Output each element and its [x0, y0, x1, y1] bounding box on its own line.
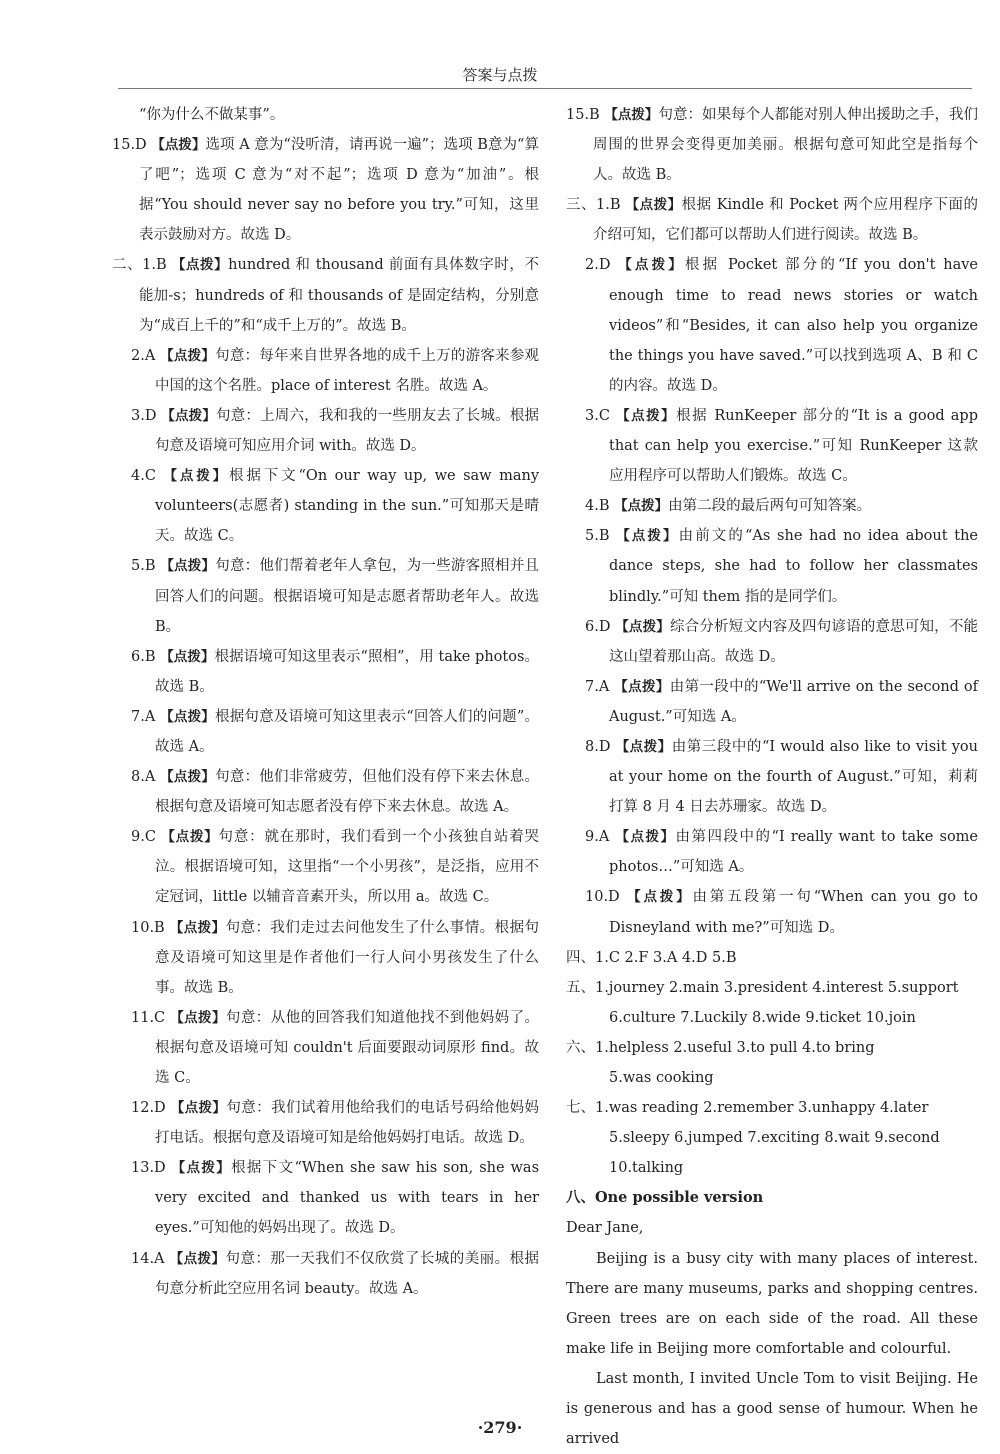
right-answer-entry: 6.culture 7.Luckily 8.wide 9.ticket 10.join: [609, 1009, 916, 1026]
left-answer-entry: 2.A 【点拨】句意：每年来自世界各地的成千上万的游客来参观中国的这个名胜。place of interest 名胜。故选 A。: [131, 347, 540, 394]
right-answer-entry: 八、One possible version: [566, 1189, 764, 1207]
right-answer-entry: Last month, I invited Uncle Tom to visit Beijing. He is generous and has a good sense of humour. When he arrived: [566, 1370, 978, 1448]
hint-marker: 【点拨】: [160, 708, 215, 725]
hint-marker: 【点拨】: [161, 407, 217, 424]
hint-marker: 【点拨】: [160, 347, 216, 364]
right-answer-entry: 4.B 【点拨】由第二段的最后两句可知答案。: [585, 498, 872, 515]
hint-marker: 【点拨】: [627, 889, 693, 906]
left-answer-entry: 15.D 【点拨】选项 A 意为“没听清，请再说一遍”；选项 B意为“算了吧”；选项 C 意为“对不起”；选项 D 意为“加油”。根据“You should never say no before you try.”可知，这里表示鼓励对方。故选 D。: [112, 137, 540, 244]
right-answer-entry: 3.C 【点拨】根据 RunKeeper 部分的“It is a good app that can help you exercise.”可知 RunKeeper 这款应用程序可以帮助人们锻炼。故选 C。: [585, 407, 978, 485]
right-column: [566, 100, 978, 1454]
right-answer-entry: 五、1.journey 2.main 3.president 4.interest 5.support: [566, 979, 959, 996]
right-answer-entry: 8.D 【点拨】由第三段中的“I would also like to visit you at your home on the fourth of August.”可知，莉莉打算 8 月 4 日去苏珊家。故选 D。: [585, 738, 978, 816]
hint-marker: 【点拨】: [160, 769, 216, 786]
right-answer-entry: Beijing is a busy city with many places of interest. There are many museums, parks and shopping centres. Green trees are on each side of the road. All these make life in Beijing more comfortable and colourful.: [566, 1250, 978, 1357]
hint-marker: 【点拨】: [616, 407, 677, 424]
hint-marker: 【点拨】: [614, 678, 670, 695]
hint-marker: 【点拨】: [614, 498, 669, 515]
left-answer-entry: 12.D 【点拨】句意：我们试着用他给我们的电话号码给他妈妈打电话。根据句意及语境可知是给他妈妈打电话。故选 D。: [131, 1100, 540, 1147]
hint-marker: 【点拨】: [171, 257, 229, 274]
hint-marker: 【点拨】: [163, 468, 229, 485]
right-answer-entry: Dear Jane,: [566, 1220, 644, 1237]
right-answer-entry: 10.talking: [609, 1160, 684, 1177]
hint-marker: 【点拨】: [151, 137, 206, 154]
page-number: ·279·: [477, 1418, 523, 1437]
right-answer-entry: 10.D 【点拨】由第五段第一句“When can you go to Disneyland with me?”可知选 D。: [585, 889, 978, 936]
left-answer-entry: 11.C 【点拨】句意：从他的回答我们知道他找不到他妈妈了。根据句意及语境可知 couldn't 后面要跟动词原形 find。故选 C。: [131, 1009, 540, 1086]
left-answer-entry: 二、1.B 【点拨】hundred 和 thousand 前面有具体数字时，不能加-s；hundreds of 和 thousands of 是固定结构，分别意为“成百上千的”和“成千上万的”。故选 B。: [112, 257, 540, 334]
right-answer-entry: 5.B 【点拨】由前文的“As she had no idea about the dance steps, she had to follow her classmates blindly.”可知 them 指的是同学们。: [585, 528, 978, 605]
left-answer-entry: “你为什么不做某事”。: [139, 107, 285, 123]
right-answer-entry: 2.D 【点拨】根据 Pocket 部分的“If you don't have enough time to read news stories or watch videos”和“Besides, it can also help you organize the things you have saved.”可以找到选项 A、B 和 C 的内容。故选 D。: [585, 257, 978, 394]
hint-marker: 【点拨】: [604, 107, 659, 123]
hint-marker: 【点拨】: [169, 919, 226, 936]
hint-marker: 【点拨】: [616, 528, 679, 545]
left-answer-entry: 6.B 【点拨】根据语境可知这里表示“照相”，用 take photos。故选 B。: [131, 648, 539, 695]
hint-marker: 【点拨】: [170, 1009, 226, 1026]
right-answer-entry: 四、1.C 2.F 3.A 4.D 5.B: [566, 949, 737, 966]
left-answer-entry: 4.C 【点拨】根据下文“On our way up, we saw many volunteers(志愿者) standing in the sun.”可知那天是晴天。故选 C。: [131, 468, 540, 545]
hint-marker: 【点拨】: [615, 738, 672, 755]
hint-marker: 【点拨】: [170, 1100, 227, 1117]
hint-marker: 【点拨】: [615, 829, 676, 846]
right-answer-entry: 5.was cooking: [609, 1070, 714, 1086]
header-rule: [118, 88, 972, 89]
right-answer-entry: 9.A 【点拨】由第四段中的“I really want to take some photos…”可知选 A。: [585, 829, 979, 876]
left-answer-entry: 5.B 【点拨】句意：他们帮着老年人拿包，为一些游客照相并且回答人们的问题。根据语境可知是志愿者帮助老年人。故选 B。: [131, 558, 539, 635]
left-answer-entry: 8.A 【点拨】句意：他们非常疲劳，但他们没有停下来去休息。根据句意及语境可知志愿者没有停下来去休息。故选 A。: [131, 769, 540, 816]
left-answer-entry: 14.A 【点拨】句意：那一天我们不仅欣赏了长城的美丽。根据句意分析此空应用名词 beauty。故选 A。: [131, 1250, 540, 1297]
hint-marker: 【点拨】: [171, 1160, 232, 1177]
hint-marker: 【点拨】: [161, 829, 219, 846]
right-answer-entry: 7.A 【点拨】由第一段中的“We'll arrive on the second of August.”可知选 A。: [585, 678, 979, 725]
left-answer-entry: 7.A 【点拨】根据句意及语境可知这里表示“回答人们的问题”。故选 A。: [131, 708, 540, 755]
right-answer-entry: 六、1.helpless 2.useful 3.to pull 4.to bring: [566, 1039, 875, 1056]
left-answer-entry: 9.C 【点拨】句意：就在那时，我们看到一个小孩独自站着哭泣。根据语境可知，这里指“一个小男孩”，是泛指，应用不定冠词，little 以辅音音素开头，所以用 a。故选 C。: [131, 829, 540, 906]
left-answer-entry: 3.D 【点拨】句意：上周六，我和我的一些朋友去了长城。根据句意及语境可知应用介词 with。故选 D。: [131, 407, 540, 455]
page-header-title: 答案与点拨: [462, 66, 538, 84]
right-answer-entry: 三、1.B 【点拨】根据 Kindle 和 Pocket 两个应用程序下面的介绍可知，它们都可以帮助人们进行阅读。故选 B。: [566, 197, 978, 244]
right-answer-entry: 七、1.was reading 2.remember 3.unhappy 4.later: [566, 1100, 929, 1117]
hint-marker: 【点拨】: [160, 558, 216, 575]
hint-marker: 【点拨】: [615, 618, 670, 635]
right-answer-entry: 6.D 【点拨】综合分析短文内容及四句谚语的意思可知，不能这山望着那山高。故选 D。: [585, 618, 979, 665]
hint-marker: 【点拨】: [625, 197, 682, 214]
left-answer-entry: 10.B 【点拨】句意：我们走过去问他发生了什么事情。根据句意及语境可知这里是作者他们一行人问小男孩发生了什么事。故选 B。: [131, 919, 540, 996]
hint-marker: 【点拨】: [160, 648, 215, 665]
hint-marker: 【点拨】: [618, 257, 685, 274]
left-answer-entry: 13.D 【点拨】根据下文“When she saw his son, she was very excited and thanked us with tears in her eyes.”可知他的妈妈出现了。故选 D。: [131, 1160, 540, 1237]
hint-marker: 【点拨】: [169, 1250, 226, 1267]
right-answer-entry: 5.sleepy 6.jumped 7.exciting 8.wait 9.second: [609, 1130, 940, 1147]
right-answer-entry: 15.B 【点拨】句意：如果每个人都能对别人伸出援助之手，我们周围的世界会变得更加美丽。根据句意可知此空是指每个人。故选 B。: [566, 107, 979, 184]
left-column: [112, 100, 539, 1304]
